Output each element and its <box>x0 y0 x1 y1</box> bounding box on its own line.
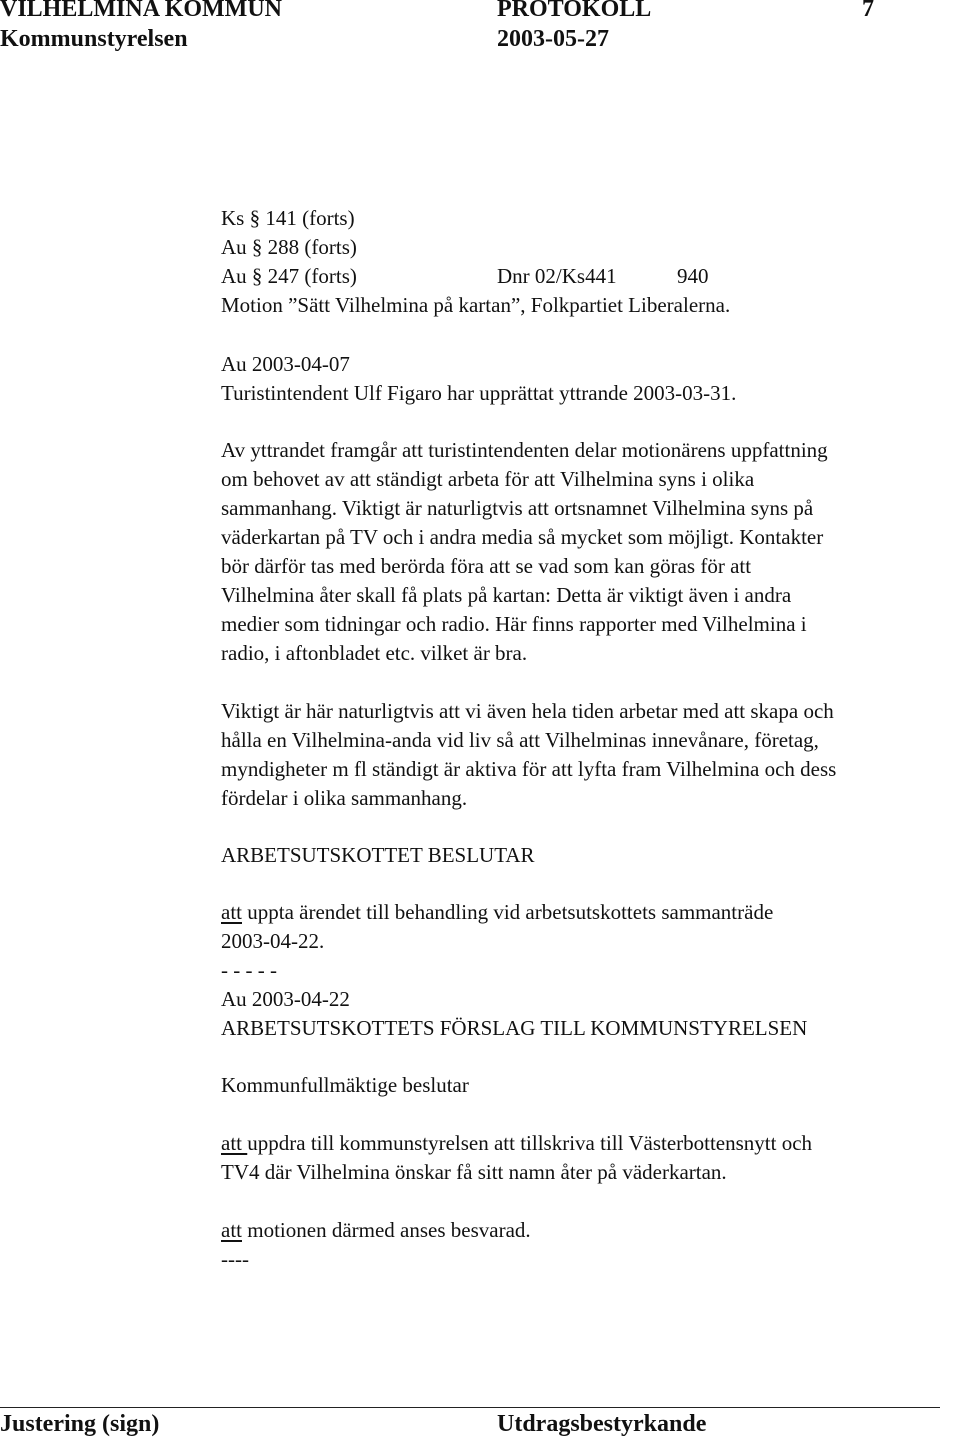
motion-title: Motion ”Sätt Vilhelmina på kartan”, Folkpartiet Liberalerna. <box>221 293 731 317</box>
proposal-heading: ARBETSUTSKOTTETS FÖRSLAG TILL KOMMUNSTYRELSEN <box>221 1016 808 1040</box>
proposal-clause-2 <box>221 1218 531 1243</box>
decision-heading: ARBETSUTSKOTTET BESLUTAR <box>221 843 535 867</box>
section-separator: - - - - - <box>221 958 277 982</box>
utdrag-label: Utdragsbestyrkande <box>497 1411 707 1437</box>
document-type: PROTOKOLL <box>497 0 652 22</box>
statement-intro: Turistintendent Ulf Figaro har upprättat yttrande 2003-03-31. <box>221 381 737 405</box>
att-keyword: att <box>221 1218 242 1242</box>
decision-clause <box>221 900 773 925</box>
proposal-text: motionen därmed anses besvarad. <box>242 1218 531 1242</box>
paragraph-line: Av yttrandet framgår att turistintendenten delar motionärens uppfattning <box>221 438 828 462</box>
paragraph-line: hålla en Vilhelmina-anda vid liv så att Vilhelminas innevånare, företag, <box>221 728 819 752</box>
ks-reference: Ks § 141 (forts) <box>221 206 355 230</box>
meeting-date: 2003-05-27 <box>497 26 609 52</box>
proposal-clause-1 <box>221 1131 812 1156</box>
paragraph-line: medier som tidningar och radio. Här finns rapporter med Vilhelmina i <box>221 612 807 636</box>
classification-code: 940 <box>677 264 709 288</box>
paragraph-line: sammanhang. Viktigt är naturligtvis att ortsnamnet Vilhelmina syns på <box>221 496 814 520</box>
paragraph-line: väderkartan på TV och i andra media så mycket som möjligt. Kontakter <box>221 525 824 549</box>
municipality-name: VILHELMINA KOMMUN <box>0 0 282 22</box>
page-number: 7 <box>862 0 874 22</box>
au-reference-288: Au § 288 (forts) <box>221 235 357 259</box>
end-mark: ---- <box>221 1247 249 1271</box>
proposal-text-continued: TV4 där Vilhelmina önskar få sitt namn åter på väderkartan. <box>221 1160 727 1184</box>
paragraph-line: Vilhelmina åter skall få plats på kartan: Detta är viktigt även i andra <box>221 583 792 607</box>
justering-label: Justering (sign) <box>0 1411 160 1437</box>
footer-divider <box>0 1407 940 1408</box>
council-decides-label: Kommunfullmäktige beslutar <box>221 1073 469 1097</box>
paragraph-line: om behovet av att ständigt arbeta för att Vilhelmina syns i olika <box>221 467 755 491</box>
att-keyword: att <box>221 1131 248 1155</box>
committee-name: Kommunstyrelsen <box>0 26 188 52</box>
decision-text: uppta ärendet till behandling vid arbetsutskottets sammanträde <box>242 900 774 924</box>
att-keyword: att <box>221 900 242 924</box>
au-date-line-2: Au 2003-04-22 <box>221 987 350 1011</box>
diary-number: Dnr 02/Ks441 <box>497 264 617 288</box>
au-date-line: Au 2003-04-07 <box>221 352 350 376</box>
paragraph-line: myndigheter m fl ständigt är aktiva för att lyfta fram Vilhelmina och dess <box>221 757 837 781</box>
paragraph-line: fördelar i olika sammanhang. <box>221 786 468 810</box>
au-reference-247: Au § 247 (forts) <box>221 264 357 288</box>
paragraph-line: bör därför tas med berörda föra att se vad som kan göras för att <box>221 554 752 578</box>
proposal-text: uppdra till kommunstyrelsen att tillskriva till Västerbottensnytt och <box>247 1131 813 1155</box>
paragraph-line: radio, i aftonbladet etc. vilket är bra. <box>221 641 528 665</box>
decision-text-continued: 2003-04-22. <box>221 929 325 953</box>
paragraph-line: Viktigt är här naturligtvis att vi även hela tiden arbetar med att skapa och <box>221 699 834 723</box>
